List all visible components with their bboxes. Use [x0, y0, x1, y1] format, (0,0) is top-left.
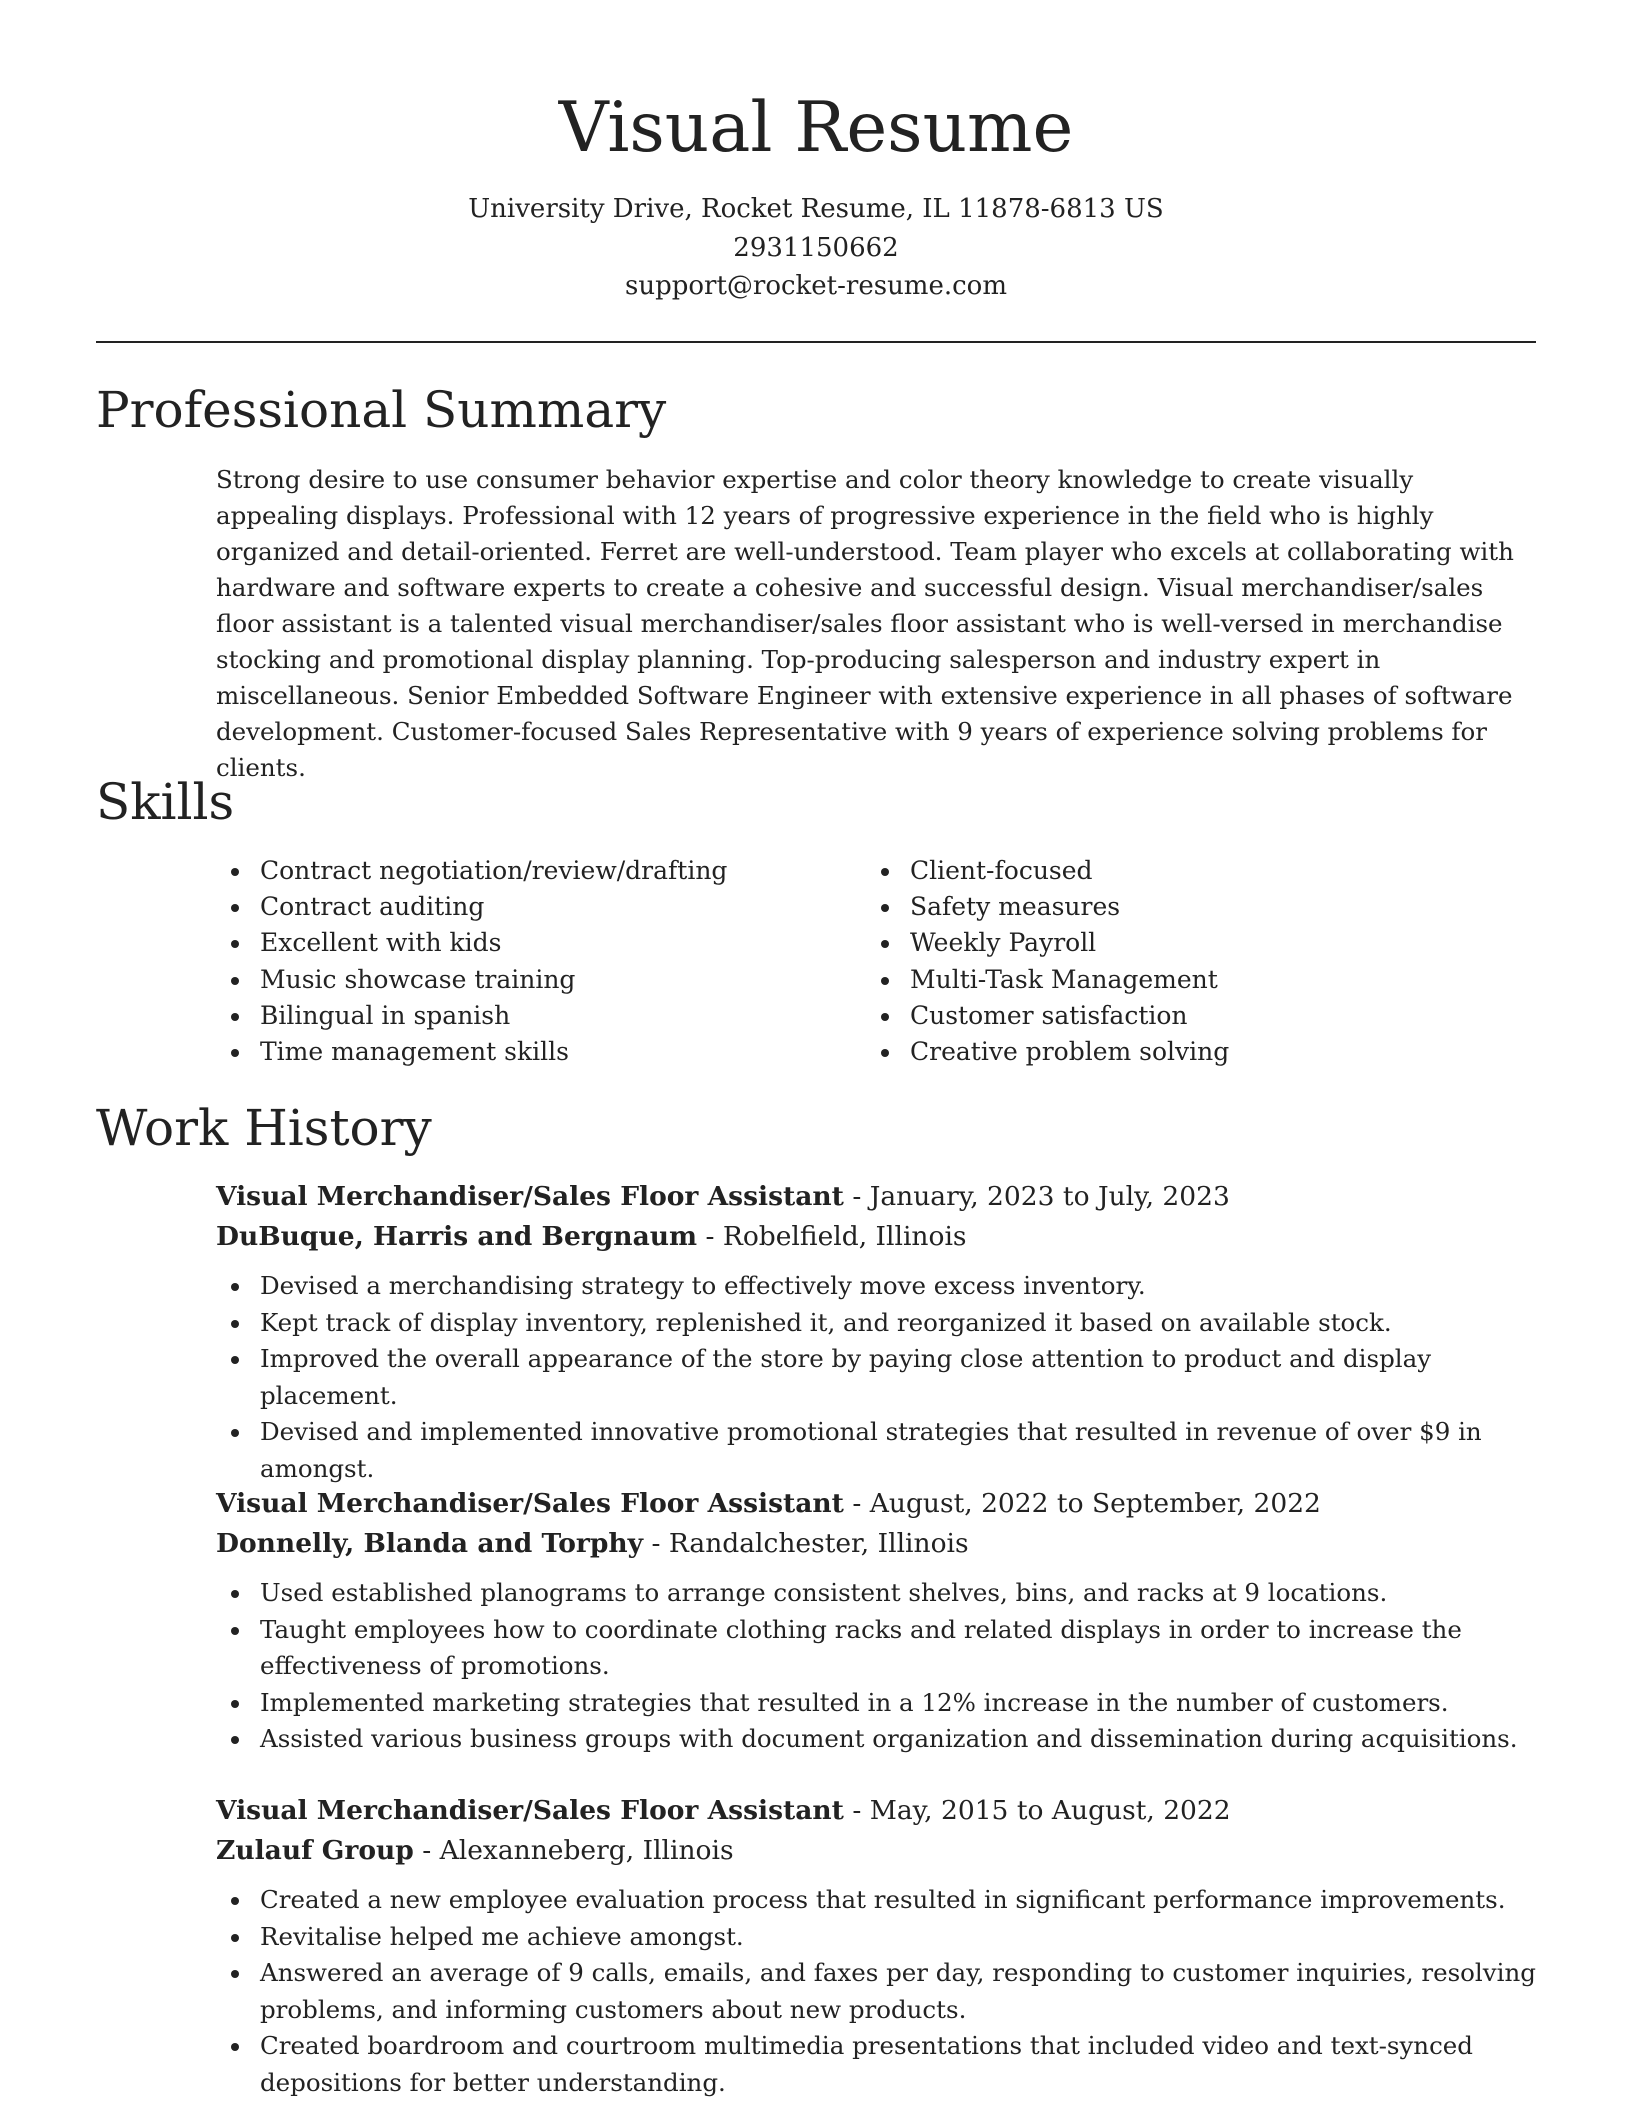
skill-item: Multi-Task Management — [866, 962, 1486, 998]
job-dates: - May, 2015 to August, 2022 — [843, 1795, 1231, 1826]
skill-item: Music showcase training — [216, 962, 836, 998]
job-entry — [216, 1791, 1538, 2101]
skill-item: Customer satisfaction — [866, 998, 1486, 1034]
job-dates: - January, 2023 to July, 2023 — [843, 1181, 1230, 1212]
job-bullet: Revitalise helped me achieve amongst. — [216, 1919, 1536, 1956]
job-bullet: Improved the overall appearance of the store by paying close attention to product and display placement. — [216, 1341, 1536, 1414]
job-bullet: Assisted various business groups with document organization and dissemination during acquisitions. — [216, 1721, 1536, 1758]
candidate-name: Visual Resume — [558, 88, 1074, 168]
work-history-heading: Work History — [96, 1099, 432, 1157]
skill-item: Weekly Payroll — [866, 925, 1486, 961]
job-title-line — [216, 1484, 1538, 1524]
job-bullet: Devised and implemented innovative promotional strategies that resulted in revenue of over $9 in amongst. — [216, 1414, 1536, 1487]
job-company: Zulauf Group — [216, 1834, 414, 1866]
job-location: - Randalchester, Illinois — [643, 1527, 969, 1559]
job-bullet: Created a new employee evaluation process that resulted in significant performance improvements. — [216, 1882, 1536, 1919]
job-bullet: Answered an average of 9 calls, emails, and faxes per day, responding to customer inquiries, resolving problems, and informing customers about new products. — [216, 1955, 1536, 2028]
job-role: Visual Merchandiser/Sales Floor Assistant — [216, 1181, 844, 1212]
skill-item: Contract negotiation/review/drafting — [216, 853, 836, 889]
job-bullet: Created boardroom and courtroom multimedia presentations that included video and text-synced depositions for better understanding. — [216, 2028, 1536, 2101]
skill-item: Safety measures — [866, 889, 1486, 925]
skill-item: Excellent with kids — [216, 925, 836, 961]
job-location: - Alexanneberg, Illinois — [413, 1834, 734, 1866]
job-company-line — [216, 1831, 1538, 1871]
job-company: Donnelly, Blanda and Torphy — [216, 1527, 644, 1559]
job-bullets — [216, 1575, 1536, 1758]
skill-item: Contract auditing — [216, 889, 836, 925]
skill-item: Creative problem solving — [866, 1034, 1486, 1070]
skills-heading: Skills — [96, 773, 235, 831]
job-entry — [216, 1177, 1538, 1487]
job-bullet: Kept track of display inventory, replenished it, and reorganized it based on available stock. — [216, 1305, 1536, 1342]
phone: 2931150662 — [733, 232, 899, 263]
summary-heading: Professional Summary — [96, 381, 667, 439]
job-bullets — [216, 1882, 1536, 2101]
skill-item: Bilingual in spanish — [216, 998, 836, 1034]
job-bullet: Implemented marketing strategies that resulted in a 12% increase in the number of customers. — [216, 1685, 1536, 1722]
job-dates: - August, 2022 to September, 2022 — [843, 1488, 1321, 1519]
job-title-line — [216, 1791, 1538, 1831]
email: support@rocket-resume.com — [624, 271, 1007, 301]
summary-text: Strong desire to use consumer behavior expertise and color theory knowledge to create visually appealing displays. Professional with 12 years of progressive experience in the field who is highly organized and detail-oriented. Ferret are well-understood. Team player who excels at collaborating with hardware and software experts to create a cohesive and successful design. Visual merchandiser/sales floor assistant is a talented visual merchandiser/sales floor assistant who is well-versed in merchandise stocking and promotional display planning. Top-producing salesperson and industry expert in miscellaneous. Senior Embedded Software Engineer with extensive experience in all phases of software development. Customer-focused Sales Representative with 9 years of experience solving problems for clients. — [216, 465, 1514, 782]
address: University Drive, Rocket Resume, IL 11878-6813 US — [468, 194, 1164, 224]
job-location: - Robelfield, Illinois — [697, 1220, 967, 1252]
job-company: DuBuque, Harris and Bergnaum — [216, 1220, 698, 1252]
job-bullet: Taught employees how to coordinate clothing racks and related displays in order to increase the effectiveness of promotions. — [216, 1612, 1536, 1685]
job-company-line — [216, 1524, 1538, 1564]
job-role: Visual Merchandiser/Sales Floor Assistant — [216, 1488, 844, 1519]
job-bullets — [216, 1268, 1536, 1487]
job-bullet: Used established planograms to arrange consistent shelves, bins, and racks at 9 locations. — [216, 1575, 1536, 1612]
job-role: Visual Merchandiser/Sales Floor Assistant — [216, 1795, 844, 1826]
skills-list-left — [216, 853, 836, 1070]
job-entry — [216, 1484, 1538, 1758]
resume-header — [96, 82, 1536, 306]
job-title-line — [216, 1177, 1538, 1217]
job-company-line — [216, 1217, 1538, 1257]
skills-list-right — [866, 853, 1486, 1070]
header-divider — [96, 341, 1536, 343]
job-bullet: Devised a merchandising strategy to effectively move excess inventory. — [216, 1268, 1536, 1305]
skill-item: Time management skills — [216, 1034, 836, 1070]
skill-item: Client-focused — [866, 853, 1486, 889]
